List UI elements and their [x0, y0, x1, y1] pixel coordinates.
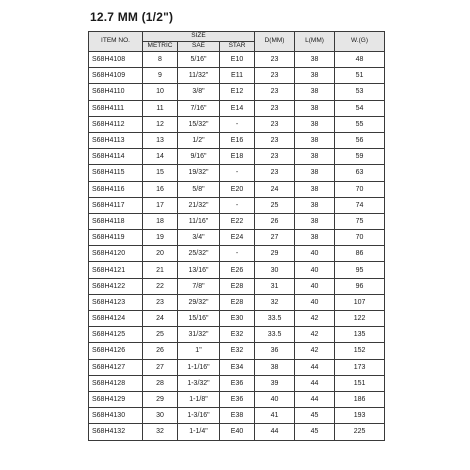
- l-cell: 44: [295, 391, 335, 407]
- table-row: [89, 149, 385, 165]
- star-cell: E38: [220, 408, 255, 424]
- item-no-cell: S68H4113: [89, 132, 143, 148]
- item-no-cell: S68H4127: [89, 359, 143, 375]
- l-cell: 40: [295, 278, 335, 294]
- table-body: [89, 52, 385, 441]
- header-item-no: ITEM NO.: [89, 32, 143, 52]
- item-no-cell: S68H4123: [89, 294, 143, 310]
- d-cell: 23: [255, 100, 295, 116]
- item-no-cell: S68H4109: [89, 68, 143, 84]
- w-cell: 51: [335, 68, 385, 84]
- table-row: [89, 343, 385, 359]
- metric-cell: 9: [143, 68, 178, 84]
- star-cell: E34: [220, 359, 255, 375]
- table-header: [89, 32, 385, 52]
- item-no-cell: S68H4125: [89, 327, 143, 343]
- metric-cell: 22: [143, 278, 178, 294]
- table-row: [89, 278, 385, 294]
- w-cell: 173: [335, 359, 385, 375]
- sae-cell: 13/16": [178, 262, 220, 278]
- star-cell: E18: [220, 149, 255, 165]
- star-cell: E30: [220, 311, 255, 327]
- item-no-cell: S68H4130: [89, 408, 143, 424]
- l-cell: 42: [295, 343, 335, 359]
- d-cell: 30: [255, 262, 295, 278]
- d-cell: 33.5: [255, 327, 295, 343]
- sae-cell: 1/2": [178, 132, 220, 148]
- item-no-cell: S68H4110: [89, 84, 143, 100]
- item-no-cell: S68H4124: [89, 311, 143, 327]
- star-cell: -: [220, 165, 255, 181]
- table-row: [89, 327, 385, 343]
- item-no-cell: S68H4129: [89, 391, 143, 407]
- l-cell: 42: [295, 327, 335, 343]
- table-row: [89, 359, 385, 375]
- metric-cell: 16: [143, 181, 178, 197]
- table-row: [89, 197, 385, 213]
- sae-cell: 7/16": [178, 100, 220, 116]
- sae-cell: 3/4": [178, 230, 220, 246]
- l-cell: 42: [295, 311, 335, 327]
- w-cell: 122: [335, 311, 385, 327]
- metric-cell: 11: [143, 100, 178, 116]
- sae-cell: 15/16": [178, 311, 220, 327]
- w-cell: 63: [335, 165, 385, 181]
- w-cell: 53: [335, 84, 385, 100]
- item-no-cell: S68H4118: [89, 213, 143, 229]
- page-title: 12.7 MM (1/2"): [90, 10, 174, 24]
- table-row: [89, 424, 385, 440]
- d-cell: 23: [255, 116, 295, 132]
- w-cell: 86: [335, 246, 385, 262]
- sae-cell: 11/16": [178, 213, 220, 229]
- w-cell: 151: [335, 375, 385, 391]
- sae-cell: 11/32": [178, 68, 220, 84]
- d-cell: 23: [255, 165, 295, 181]
- star-cell: E11: [220, 68, 255, 84]
- metric-cell: 28: [143, 375, 178, 391]
- star-cell: E40: [220, 424, 255, 440]
- d-cell: 25: [255, 197, 295, 213]
- d-cell: 23: [255, 52, 295, 68]
- l-cell: 38: [295, 52, 335, 68]
- sae-cell: 1-1/8": [178, 391, 220, 407]
- d-cell: 23: [255, 68, 295, 84]
- star-cell: E16: [220, 132, 255, 148]
- l-cell: 38: [295, 181, 335, 197]
- table-row: [89, 100, 385, 116]
- sae-cell: 3/8": [178, 84, 220, 100]
- star-cell: E24: [220, 230, 255, 246]
- metric-cell: 19: [143, 230, 178, 246]
- metric-cell: 12: [143, 116, 178, 132]
- table-row: [89, 294, 385, 310]
- table-row: [89, 181, 385, 197]
- sae-cell: 29/32": [178, 294, 220, 310]
- sae-cell: 5/16": [178, 52, 220, 68]
- star-cell: E20: [220, 181, 255, 197]
- l-cell: 38: [295, 197, 335, 213]
- item-no-cell: S68H4112: [89, 116, 143, 132]
- metric-cell: 20: [143, 246, 178, 262]
- l-cell: 38: [295, 149, 335, 165]
- header-sae: SAE: [178, 42, 220, 52]
- d-cell: 23: [255, 84, 295, 100]
- l-cell: 44: [295, 375, 335, 391]
- d-cell: 29: [255, 246, 295, 262]
- star-cell: E26: [220, 262, 255, 278]
- table-row: [89, 391, 385, 407]
- w-cell: 56: [335, 132, 385, 148]
- item-no-cell: S68H4111: [89, 100, 143, 116]
- w-cell: 59: [335, 149, 385, 165]
- star-cell: E32: [220, 327, 255, 343]
- sae-cell: 31/32": [178, 327, 220, 343]
- sae-cell: 1": [178, 343, 220, 359]
- star-cell: E36: [220, 375, 255, 391]
- l-cell: 38: [295, 165, 335, 181]
- header-d: D(MM): [255, 32, 295, 52]
- table-row: [89, 230, 385, 246]
- table-row: [89, 262, 385, 278]
- star-cell: -: [220, 246, 255, 262]
- w-cell: 96: [335, 278, 385, 294]
- sae-cell: 25/32": [178, 246, 220, 262]
- item-no-cell: S68H4122: [89, 278, 143, 294]
- w-cell: 107: [335, 294, 385, 310]
- w-cell: 152: [335, 343, 385, 359]
- sae-cell: 19/32": [178, 165, 220, 181]
- star-cell: E22: [220, 213, 255, 229]
- sae-cell: 15/32": [178, 116, 220, 132]
- table-row: [89, 408, 385, 424]
- table-row: [89, 132, 385, 148]
- metric-cell: 25: [143, 327, 178, 343]
- item-no-cell: S68H4128: [89, 375, 143, 391]
- l-cell: 38: [295, 84, 335, 100]
- d-cell: 32: [255, 294, 295, 310]
- metric-cell: 14: [143, 149, 178, 165]
- d-cell: 44: [255, 424, 295, 440]
- metric-cell: 32: [143, 424, 178, 440]
- l-cell: 38: [295, 213, 335, 229]
- star-cell: -: [220, 116, 255, 132]
- l-cell: 38: [295, 230, 335, 246]
- metric-cell: 13: [143, 132, 178, 148]
- w-cell: 75: [335, 213, 385, 229]
- sae-cell: 1-3/16": [178, 408, 220, 424]
- header-l: L(MM): [295, 32, 335, 52]
- d-cell: 24: [255, 181, 295, 197]
- l-cell: 44: [295, 359, 335, 375]
- header-w: W.(G): [335, 32, 385, 52]
- sae-cell: 1-1/16": [178, 359, 220, 375]
- sae-cell: 5/8": [178, 181, 220, 197]
- item-no-cell: S68H4114: [89, 149, 143, 165]
- metric-cell: 26: [143, 343, 178, 359]
- w-cell: 186: [335, 391, 385, 407]
- header-size: SIZE: [143, 32, 255, 42]
- item-no-cell: S68H4132: [89, 424, 143, 440]
- star-cell: E12: [220, 84, 255, 100]
- w-cell: 55: [335, 116, 385, 132]
- d-cell: 40: [255, 391, 295, 407]
- w-cell: 48: [335, 52, 385, 68]
- l-cell: 40: [295, 294, 335, 310]
- sae-cell: 9/16": [178, 149, 220, 165]
- w-cell: 54: [335, 100, 385, 116]
- item-no-cell: S68H4108: [89, 52, 143, 68]
- w-cell: 135: [335, 327, 385, 343]
- w-cell: 225: [335, 424, 385, 440]
- table-row: [89, 213, 385, 229]
- sae-cell: 1-3/32": [178, 375, 220, 391]
- table-row: [89, 52, 385, 68]
- w-cell: 70: [335, 181, 385, 197]
- table-row: [89, 84, 385, 100]
- item-no-cell: S68H4116: [89, 181, 143, 197]
- star-cell: E36: [220, 391, 255, 407]
- metric-cell: 29: [143, 391, 178, 407]
- d-cell: 39: [255, 375, 295, 391]
- l-cell: 45: [295, 408, 335, 424]
- star-cell: E14: [220, 100, 255, 116]
- metric-cell: 27: [143, 359, 178, 375]
- item-no-cell: S68H4115: [89, 165, 143, 181]
- l-cell: 45: [295, 424, 335, 440]
- l-cell: 40: [295, 246, 335, 262]
- table-row: [89, 246, 385, 262]
- metric-cell: 18: [143, 213, 178, 229]
- table-row: [89, 68, 385, 84]
- l-cell: 38: [295, 68, 335, 84]
- header-star: STAR: [220, 42, 255, 52]
- table-row: [89, 375, 385, 391]
- item-no-cell: S68H4121: [89, 262, 143, 278]
- metric-cell: 17: [143, 197, 178, 213]
- l-cell: 38: [295, 100, 335, 116]
- sae-cell: 7/8": [178, 278, 220, 294]
- d-cell: 33.5: [255, 311, 295, 327]
- sae-cell: 21/32": [178, 197, 220, 213]
- l-cell: 38: [295, 132, 335, 148]
- d-cell: 23: [255, 132, 295, 148]
- w-cell: 193: [335, 408, 385, 424]
- metric-cell: 23: [143, 294, 178, 310]
- star-cell: E28: [220, 278, 255, 294]
- sae-cell: 1-1/4": [178, 424, 220, 440]
- d-cell: 41: [255, 408, 295, 424]
- d-cell: 31: [255, 278, 295, 294]
- spec-table: [88, 31, 385, 441]
- item-no-cell: S68H4120: [89, 246, 143, 262]
- star-cell: -: [220, 197, 255, 213]
- w-cell: 95: [335, 262, 385, 278]
- item-no-cell: S68H4126: [89, 343, 143, 359]
- metric-cell: 8: [143, 52, 178, 68]
- table-row: [89, 116, 385, 132]
- star-cell: E28: [220, 294, 255, 310]
- d-cell: 38: [255, 359, 295, 375]
- table-row: [89, 165, 385, 181]
- star-cell: E10: [220, 52, 255, 68]
- l-cell: 38: [295, 116, 335, 132]
- header-metric: METRIC: [143, 42, 178, 52]
- d-cell: 23: [255, 149, 295, 165]
- item-no-cell: S68H4119: [89, 230, 143, 246]
- metric-cell: 24: [143, 311, 178, 327]
- d-cell: 26: [255, 213, 295, 229]
- metric-cell: 21: [143, 262, 178, 278]
- star-cell: E32: [220, 343, 255, 359]
- metric-cell: 10: [143, 84, 178, 100]
- d-cell: 36: [255, 343, 295, 359]
- metric-cell: 30: [143, 408, 178, 424]
- d-cell: 27: [255, 230, 295, 246]
- l-cell: 40: [295, 262, 335, 278]
- metric-cell: 15: [143, 165, 178, 181]
- w-cell: 70: [335, 230, 385, 246]
- table-row: [89, 311, 385, 327]
- item-no-cell: S68H4117: [89, 197, 143, 213]
- w-cell: 74: [335, 197, 385, 213]
